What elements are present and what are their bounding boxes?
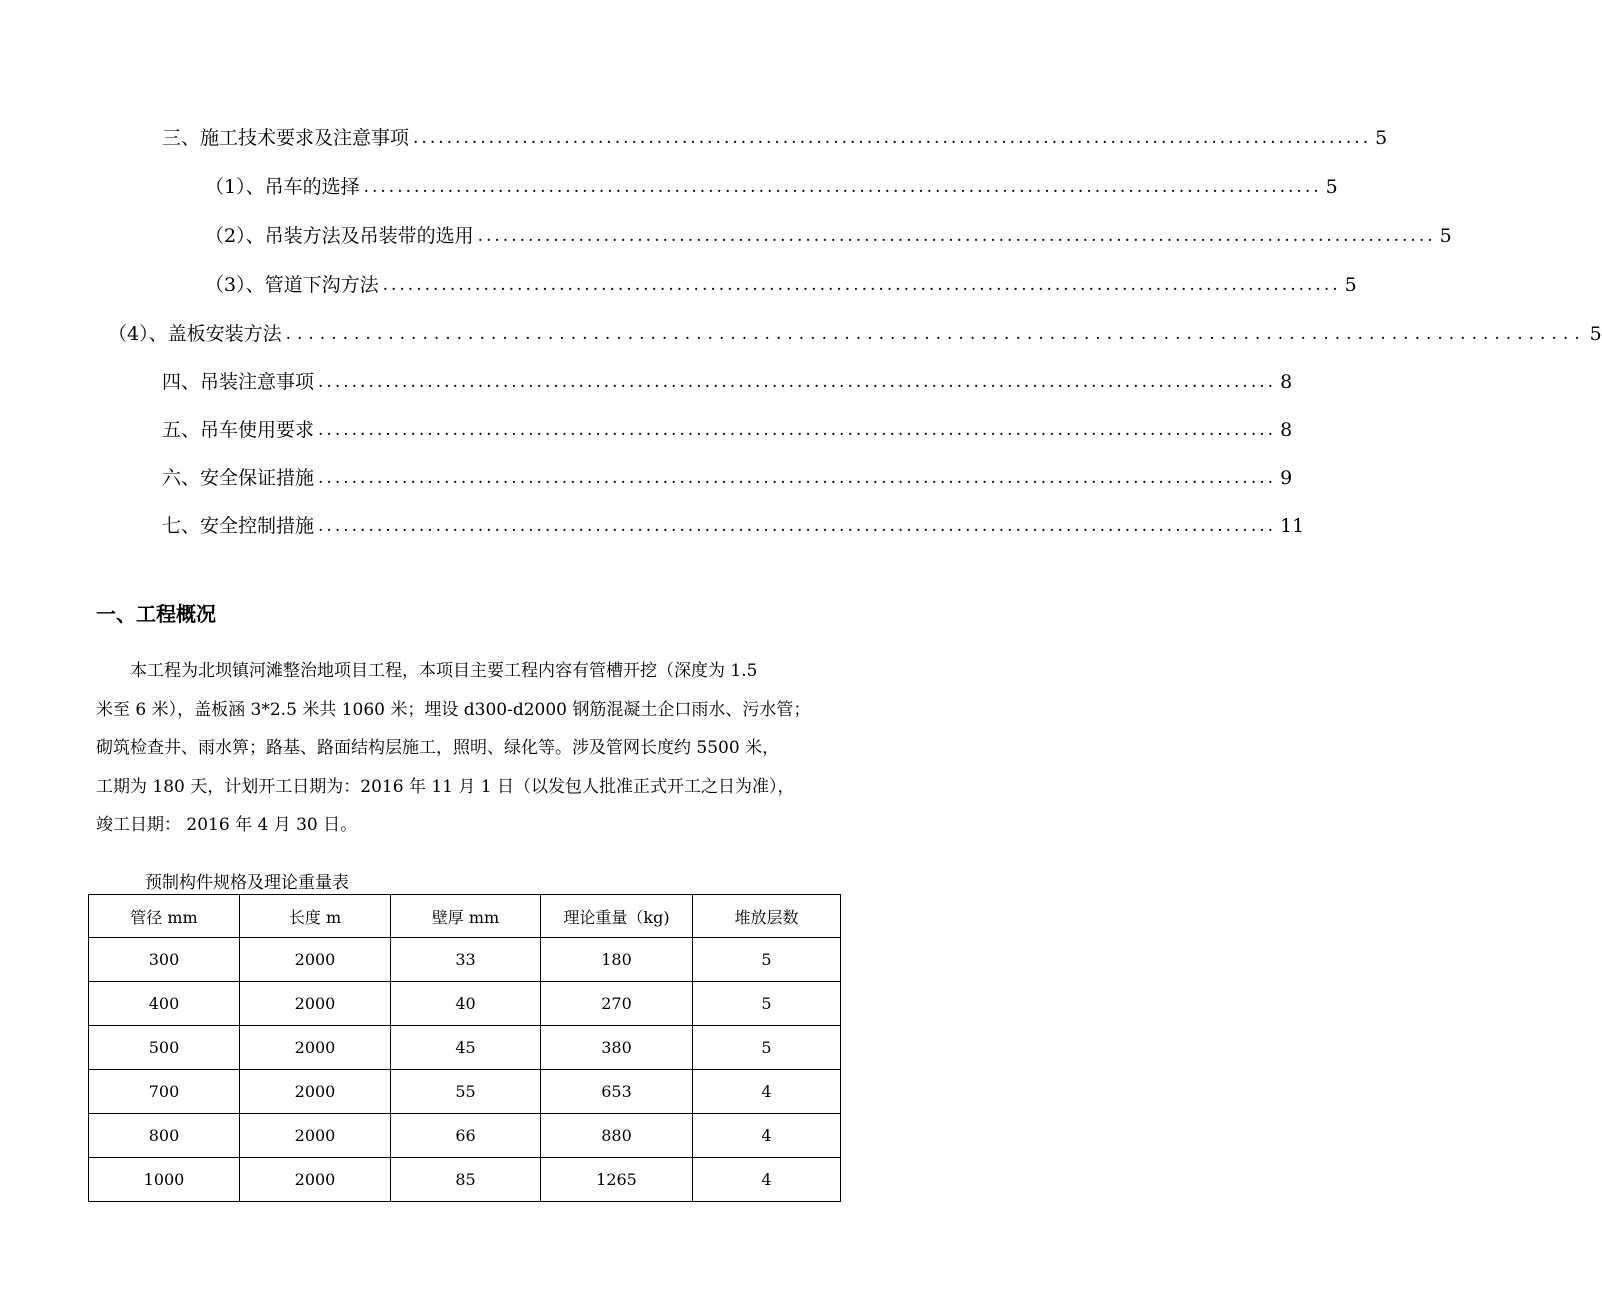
table-row <box>89 982 841 1026</box>
toc-leader-dots: .................................................................................................................. <box>285 324 1586 344</box>
toc-entry[interactable] <box>205 267 1357 297</box>
table-cell: 40 <box>391 982 541 1026</box>
table-cell: 400 <box>89 982 240 1026</box>
table-cell: 5 <box>693 982 841 1026</box>
paragraph-line: 工期为 180 天，计划开工日期为：2016 年 11 月 1 日（以发包人批准正式开工之日为准）， <box>96 776 795 797</box>
table-cell: 5 <box>693 938 841 982</box>
toc-entry[interactable] <box>205 218 1452 248</box>
table-row <box>89 1026 841 1070</box>
toc-entry[interactable] <box>162 364 1293 394</box>
toc-entry[interactable] <box>162 412 1293 442</box>
table-caption: 预制构件规格及理论重量表 <box>145 873 349 893</box>
table-cell: 500 <box>89 1026 240 1070</box>
toc-entry-label: 四、吊装注意事项 <box>162 371 315 393</box>
table-cell: 5 <box>693 1026 841 1070</box>
toc-entry-label: （3）、管道下沟方法 <box>205 274 379 296</box>
table-cell: 1000 <box>89 1158 240 1202</box>
toc-entry-label: （4）、盖板安装方法 <box>108 323 282 345</box>
paragraph-line: 砌筑检查井、雨水箅；路基、路面结构层施工，照明、绿化等。涉及管网长度约 5500 米， <box>96 738 780 758</box>
toc-entry-label: 七、安全控制措施 <box>162 515 315 537</box>
spec-table <box>88 894 841 1202</box>
table-cell: 880 <box>541 1114 693 1158</box>
toc-entry-page: 8 <box>1280 371 1293 393</box>
table-cell: 66 <box>391 1114 541 1158</box>
table-cell: 700 <box>89 1070 240 1114</box>
table-header-row <box>89 895 841 938</box>
toc-entry[interactable] <box>162 508 1305 538</box>
header-cell: 长度 m <box>240 895 391 938</box>
toc-entry-page: 11 <box>1280 515 1305 537</box>
section-paragraph <box>96 652 832 845</box>
table-cell: 4 <box>693 1070 841 1114</box>
toc-leader-dots: .................................................................................................................. <box>318 420 1277 440</box>
table-row <box>89 1158 841 1202</box>
table-cell: 2000 <box>240 982 391 1026</box>
header-cell: 理论重量（kg) <box>541 895 693 938</box>
toc-leader-dots: .................................................................................................................. <box>382 275 1341 295</box>
toc-entry-label: 三、施工技术要求及注意事项 <box>162 127 410 149</box>
paragraph-line: 本工程为北坝镇河滩整治地项目工程，本项目主要工程内容有管槽开挖（深度为 1.5 <box>96 661 758 681</box>
toc-entry[interactable] <box>108 316 1602 346</box>
toc-leader-dots: .................................................................................................................. <box>413 128 1372 148</box>
toc-entry-page: 5 <box>1589 323 1602 345</box>
table-cell: 2000 <box>240 1158 391 1202</box>
table-cell: 2000 <box>240 938 391 982</box>
toc-leader-dots: .................................................................................................................. <box>318 468 1277 488</box>
paragraph-line: 竣工日期： 2016 年 4 月 30 日。 <box>96 815 358 835</box>
table-cell: 380 <box>541 1026 693 1070</box>
table-cell: 653 <box>541 1070 693 1114</box>
toc-entry-page: 5 <box>1375 127 1388 149</box>
table-cell: 180 <box>541 938 693 982</box>
toc-entry-page: 5 <box>1439 225 1452 247</box>
toc-entry-label: 五、吊车使用要求 <box>162 419 315 441</box>
toc-entry-page: 9 <box>1280 467 1293 489</box>
toc-entry[interactable] <box>205 169 1338 199</box>
section-heading: 一、工程概况 <box>96 602 216 626</box>
toc-leader-dots: .................................................................................................................. <box>363 177 1322 197</box>
table-cell: 33 <box>391 938 541 982</box>
header-cell: 壁厚 mm <box>391 895 541 938</box>
table-row <box>89 1070 841 1114</box>
table-cell: 4 <box>693 1114 841 1158</box>
table-cell: 2000 <box>240 1070 391 1114</box>
table-cell: 2000 <box>240 1114 391 1158</box>
toc-entry[interactable] <box>162 460 1293 490</box>
toc-entry-label: （1）、吊车的选择 <box>205 176 360 198</box>
table-cell: 1265 <box>541 1158 693 1202</box>
toc-entry-page: 5 <box>1344 274 1357 296</box>
table-cell: 300 <box>89 938 240 982</box>
toc-entry[interactable] <box>162 120 1388 150</box>
header-cell: 管径 mm <box>89 895 240 938</box>
toc-leader-dots: .................................................................................................................. <box>318 516 1277 536</box>
toc-leader-dots: .................................................................................................................. <box>318 372 1277 392</box>
paragraph-line: 米至 6 米），盖板涵 3*2.5 米共 1060 米；埋设 d300-d2000 钢筋混凝土企口雨水、污水管； <box>96 699 811 720</box>
table-row <box>89 938 841 982</box>
table-cell: 2000 <box>240 1026 391 1070</box>
toc-entry-label: 六、安全保证措施 <box>162 467 315 489</box>
header-cell: 堆放层数 <box>693 895 841 938</box>
table-cell: 270 <box>541 982 693 1026</box>
toc-entry-page: 5 <box>1325 176 1338 198</box>
table-cell: 800 <box>89 1114 240 1158</box>
table-cell: 4 <box>693 1158 841 1202</box>
toc-entry-label: （2）、吊装方法及吊装带的选用 <box>205 225 474 247</box>
table-row <box>89 1114 841 1158</box>
table-cell: 85 <box>391 1158 541 1202</box>
toc-leader-dots: .................................................................................................................. <box>477 226 1436 246</box>
table-cell: 55 <box>391 1070 541 1114</box>
table-cell: 45 <box>391 1026 541 1070</box>
toc-entry-page: 8 <box>1280 419 1293 441</box>
